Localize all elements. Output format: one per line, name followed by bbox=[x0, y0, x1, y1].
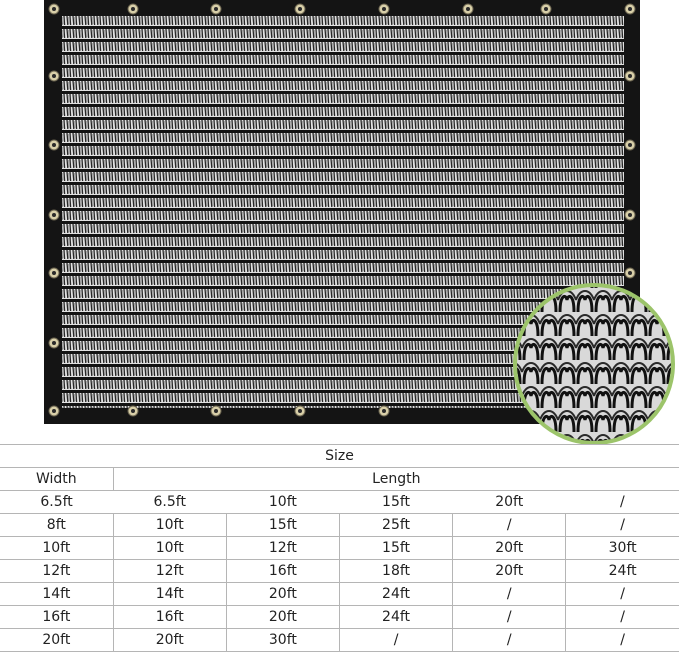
length-cell: / bbox=[566, 491, 679, 514]
length-cell: 10ft bbox=[226, 491, 339, 514]
width-cell: 16ft bbox=[0, 606, 113, 629]
width-cell: 8ft bbox=[0, 514, 113, 537]
length-cell: / bbox=[453, 629, 566, 652]
length-cell: / bbox=[453, 583, 566, 606]
length-cell: / bbox=[566, 514, 679, 537]
length-cell: 20ft bbox=[226, 583, 339, 606]
table-row bbox=[0, 537, 679, 560]
length-cell: 20ft bbox=[453, 537, 566, 560]
length-cell: 15ft bbox=[339, 491, 452, 514]
length-cell: 12ft bbox=[226, 537, 339, 560]
size-caption: Size bbox=[0, 445, 679, 468]
width-cell: 6.5ft bbox=[0, 491, 113, 514]
length-cell: 16ft bbox=[113, 606, 226, 629]
header-row bbox=[0, 468, 679, 491]
length-cell: 16ft bbox=[226, 560, 339, 583]
width-cell: 10ft bbox=[0, 537, 113, 560]
length-cell: 25ft bbox=[339, 514, 452, 537]
width-cell: 20ft bbox=[0, 629, 113, 652]
width-header: Width bbox=[0, 468, 113, 491]
mesh-closeup-inset bbox=[514, 284, 674, 444]
length-cell: 24ft bbox=[566, 560, 679, 583]
length-cell: 15ft bbox=[226, 514, 339, 537]
length-cell: 18ft bbox=[339, 560, 452, 583]
length-cell: / bbox=[339, 629, 452, 652]
length-cell: / bbox=[566, 629, 679, 652]
table-row bbox=[0, 629, 679, 652]
length-cell: 20ft bbox=[453, 491, 566, 514]
length-cell: 14ft bbox=[113, 583, 226, 606]
length-cell: 10ft bbox=[113, 537, 226, 560]
table-row bbox=[0, 560, 679, 583]
table-row bbox=[0, 514, 679, 537]
length-cell: / bbox=[566, 583, 679, 606]
size-table bbox=[0, 444, 679, 652]
length-header: Length bbox=[113, 468, 679, 491]
length-cell: 12ft bbox=[113, 560, 226, 583]
length-cell: 15ft bbox=[339, 537, 452, 560]
length-cell: / bbox=[566, 606, 679, 629]
length-cell: 20ft bbox=[453, 560, 566, 583]
width-cell: 12ft bbox=[0, 560, 113, 583]
length-cell: 6.5ft bbox=[113, 491, 226, 514]
table-row bbox=[0, 606, 679, 629]
table-row bbox=[0, 491, 679, 514]
length-cell: 20ft bbox=[226, 606, 339, 629]
length-cell: 30ft bbox=[566, 537, 679, 560]
length-cell: 24ft bbox=[339, 583, 452, 606]
table-row bbox=[0, 583, 679, 606]
length-cell: / bbox=[453, 606, 566, 629]
size-rows bbox=[0, 491, 679, 652]
caption-row bbox=[0, 445, 679, 468]
length-cell: 30ft bbox=[226, 629, 339, 652]
length-cell: / bbox=[453, 514, 566, 537]
length-cell: 24ft bbox=[339, 606, 452, 629]
length-cell: 10ft bbox=[113, 514, 226, 537]
length-cell: 20ft bbox=[113, 629, 226, 652]
width-cell: 14ft bbox=[0, 583, 113, 606]
